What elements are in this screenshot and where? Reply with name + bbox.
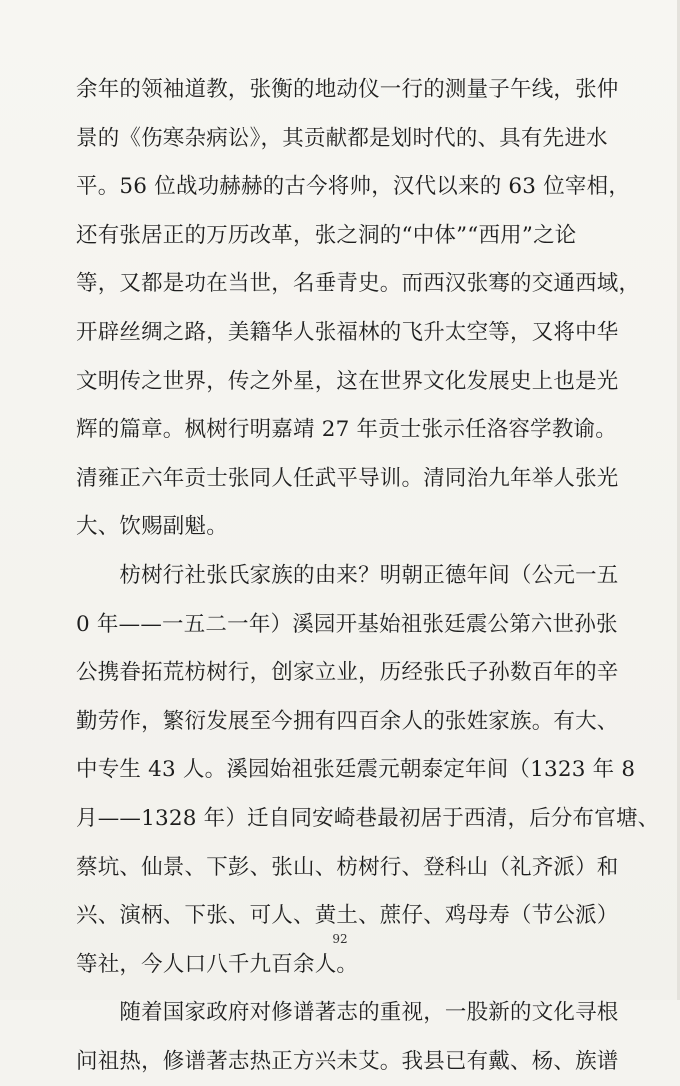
text-line: 景的《伤寒杂病讼》，其贡献都是划时代的、具有先进水	[76, 125, 608, 151]
text-line: 兴、演柄、下张、可人、黄土、蔗仔、鸡母寿（节公派）	[76, 903, 619, 929]
paragraph-2	[76, 552, 660, 989]
text-line: 0 年——一五二一年）溪园开基始祖张廷震公第六世孙张	[76, 611, 618, 637]
text-line: 大、饮赐副魁。	[76, 514, 228, 540]
text-line: 辉的篇章。枫树行明嘉靖 27 年贡士张示任洛容学教谕。	[76, 417, 617, 443]
text-line: 问祖热，修谱著志热正方兴未艾。我县已有戴、杨、族谱	[76, 1048, 619, 1074]
text-line: 枋树行社张氏家族的由来？明朝正德年间（公元一五	[76, 562, 619, 588]
text-line: 中专生 43 人。溪园始祖张廷震元朝泰定年间（1323 年 8	[76, 757, 636, 783]
text-line: 平。56 位战功赫赫的古今将帅，汉代以来的 63 位宰相，	[76, 174, 631, 200]
page-number: 92	[332, 932, 348, 946]
paragraph-1	[76, 66, 641, 552]
text-line: 等社，今人口八千九百余人。	[76, 951, 359, 977]
text-line: 公携眷拓荒枋树行，创家立业，历经张氏子孙数百年的辛	[76, 660, 619, 686]
text-line: 等，又都是功在当世，名垂青史。而西汉张骞的交通西域，	[76, 271, 641, 297]
text-line: 文明传之世界，传之外星，这在世界文化发展史上也是光	[76, 368, 619, 394]
text-line: 月——1328 年）迁自同安崎巷最初居于西清，后分布官塘、	[76, 805, 660, 831]
text-line: 余年的领袖道教，张衡的地动仪一行的测量子午线，张仲	[76, 77, 619, 102]
paragraph-3	[76, 989, 619, 1086]
text-line: 蔡坑、仙景、下彭、张山、枋树行、登科山（礼齐派）和	[76, 854, 619, 880]
text-line: 还有张居正的万历改革，张之洞的“中体”“西用”之论	[76, 222, 577, 248]
text-line: 清雍正六年贡士张同人任武平导训。清同治九年举人张光	[76, 465, 619, 491]
text-line: 勤劳作，繁衍发展至今拥有四百余人的张姓家族。有大、	[76, 708, 619, 734]
text-line: 随着国家政府对修谱著志的重视，一股新的文化寻根	[76, 1000, 619, 1026]
text-line: 开辟丝绸之路，美籍华人张福林的飞升太空等，又将中华	[76, 319, 619, 345]
